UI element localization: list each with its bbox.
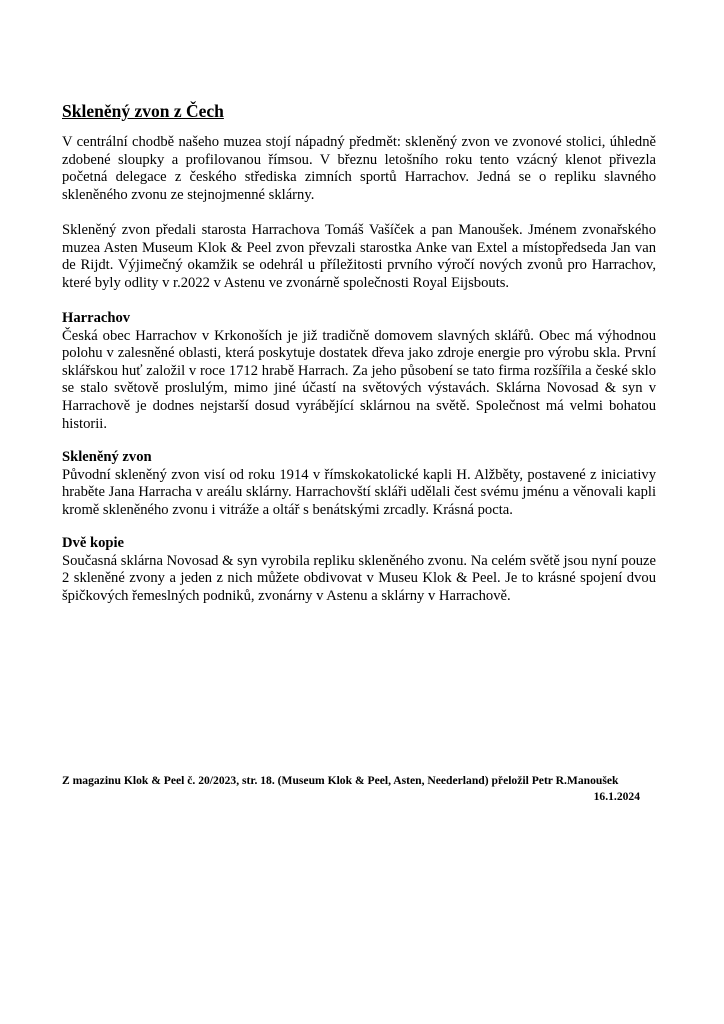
section-heading: Harrachov	[62, 310, 131, 326]
section-text: Česká obec Harrachov v Krkonoších je již tradičně domovem slavných sklářů. Obec má výhodnou polohu v zalesněné oblasti, která poskytuje dostatek dřeva jako zdroje energie pro výrobu skla. První sklářskou huť založil v roce 1712 hrabě Harrach. Za jeho působení se tato firma rozšířila a české sklo se stalo světově proslulým, mimo jiné účastí na světových výstavách. Sklárna Novosad & syn v Harrachově je dodnes nejstarší dosud vyrábějící sklárnou na světě. Společnost má velmi bohatou historii.	[62, 327, 656, 432]
section-heading: Skleněný zvon	[62, 449, 152, 465]
intro-paragraph	[62, 134, 656, 204]
section-glass-bell	[62, 449, 656, 519]
section-harrachov	[62, 310, 656, 433]
handover-paragraph-text: Skleněný zvon předali starosta Harrachova Tomáš Vašíček a pan Manoušek. Jménem zvonařského muzea Asten Museum Klok & Peel zvon převzali starostka Anke van Extel a místopředseda Jan van de Rijdt. Výjimečný okamžik se odehrál u příležitosti prvního výročí nových zvonů pro Harrachov, které byly odlity v r.2022 v Astenu ve zvonárně společnosti Royal Eijsbouts.	[62, 222, 656, 291]
footer-source: Z magazinu Klok & Peel č. 20/2023, str. 18. (Museum Klok & Peel, Asten, Neederland) přeložil Petr R.Manoušek	[62, 774, 619, 787]
section-heading: Dvě kopie	[62, 535, 125, 551]
intro-paragraph-text: V centrální chodbě našeho muzea stojí nápadný předmět: skleněný zvon ve zvonové stolici, úhledně zdobené sloupky a profilovanou římsou. V březnu letošního roku tento vzácný klenot přivezla početná delegace z českého střediska zimních sportů Harrachov. Jedná se o repliku slavného skleněného zvonu ze stejnojmenné sklárny.	[62, 134, 656, 203]
section-two-copies	[62, 535, 656, 605]
section-text: Současná sklárna Novosad & syn vyrobila repliku skleněného zvonu. Na celém světě jsou nyní pouze 2 skleněné zvony a jeden z nich můžete obdivovat v Museu Klok & Peel. Je to krásné spojení dvou špičkových řemeslných podniků, zvonárny v Astenu a sklárny v Harrachově.	[62, 552, 656, 604]
handover-paragraph	[62, 222, 656, 292]
footer-date: 16.1.2024	[593, 790, 640, 803]
document-title: Skleněný zvon z Čech	[62, 101, 224, 121]
footer-note	[62, 773, 640, 805]
section-text: Původní skleněný zvon visí od roku 1914 v římskokatolické kapli H. Alžběty, postavené z iniciativy hraběte Jana Harracha v areálu sklárny. Harrachovští skláři udělali čest svému jménu a věnovali kapli kromě skleněného zvonu i vitráže a oltář s benátskými zrcadly. Krásná pocta.	[62, 466, 656, 518]
